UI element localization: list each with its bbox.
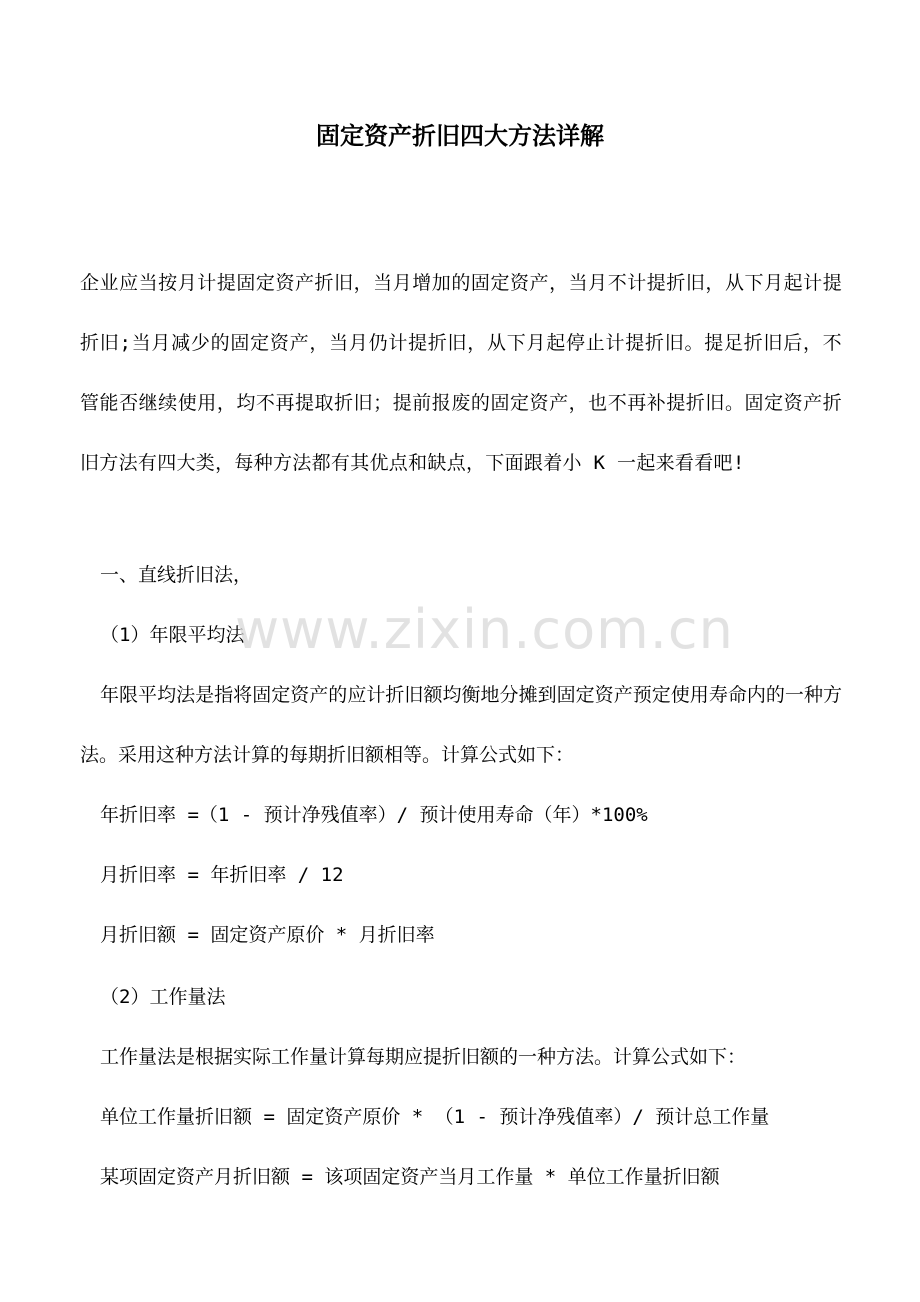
section-heading-straight-line: 一、直线折旧法， (100, 564, 253, 586)
method-description-years-average: 年限平均法是指将固定资产的应计折旧额均衡地分摊到固定资产预定使用寿命内的一种方法。采用这种方法计算的每期折旧额相等。计算公式如下： (80, 684, 842, 766)
watermark-text: www.zixin.com.cn (235, 598, 734, 661)
formula-monthly-amount: 月折旧额 = 固定资产原价 * 月折旧率 (100, 924, 435, 946)
intro-paragraph: 企业应当按月计提固定资产折旧，当月增加的固定资产，当月不计提折旧，从下月起计提折旧;当月减少的固定资产，当月仍计提折旧，从下月起停止计提折旧。提足折旧后，不管能否继续使用，均不再提取折旧；提前报废的固定资产，也不再补提折旧。固定资产折旧方法有四大类，每种方法都有其优点和缺点，下面跟着小 K 一起来看看吧! (80, 272, 842, 474)
method-description-workload: 工作量法是根据实际工作量计算每期应提折旧额的一种方法。计算公式如下： (100, 1046, 747, 1068)
formula-unit-workload-amount: 单位工作量折旧额 = 固定资产原价 * （1 - 预计净残值率）/ 预计总工作量 (100, 1106, 770, 1128)
formula-monthly-rate: 月折旧率 = 年折旧率 / 12 (100, 864, 344, 886)
page-title: 固定资产折旧四大方法详解 (316, 122, 604, 150)
formula-asset-monthly-amount: 某项固定资产月折旧额 = 该项固定资产当月工作量 * 单位工作量折旧额 (100, 1166, 720, 1188)
method-heading-workload: （2）工作量法 (100, 986, 226, 1008)
formula-annual-rate: 年折旧率 =（1 - 预计净残值率）/ 预计使用寿命（年）*100% (100, 804, 648, 826)
method-heading-years-average: （1）年限平均法 (100, 624, 245, 646)
